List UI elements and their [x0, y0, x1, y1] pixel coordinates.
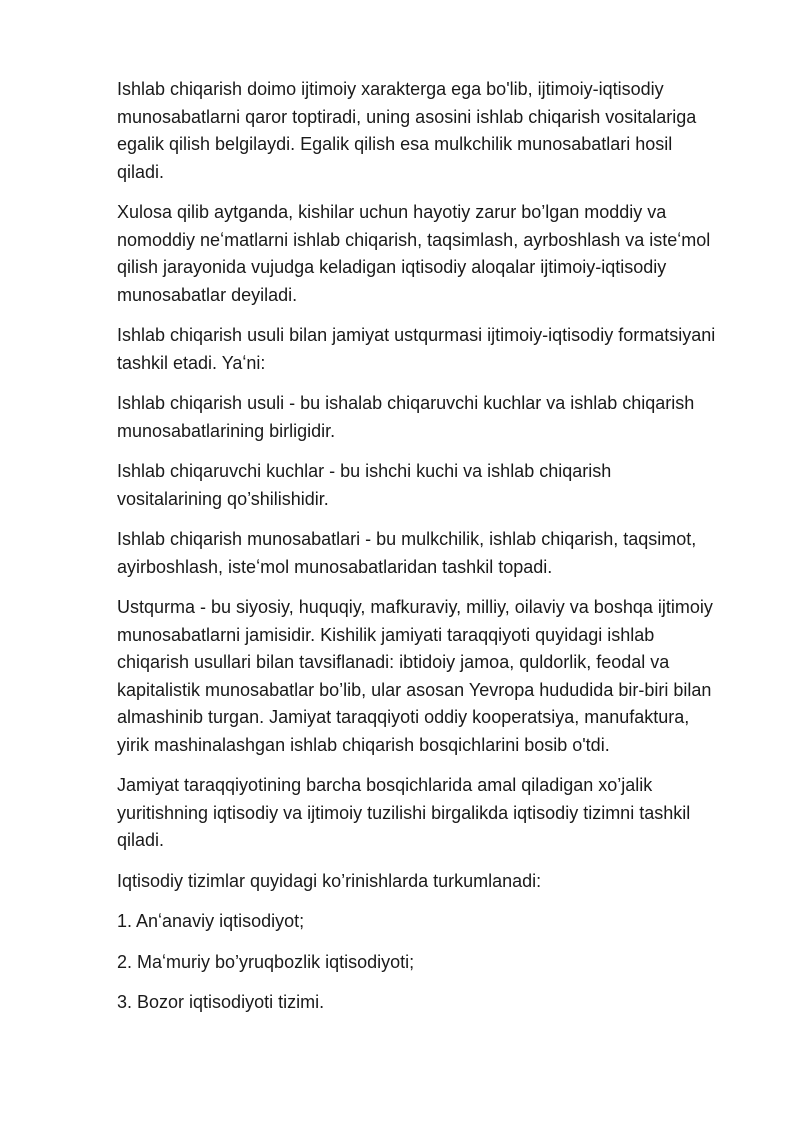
- paragraph-production-method: Ishlab chiqarish usuli - bu ishalab chiqaruvchi kuchlar va ishlab chiqarish munosabatlarining birligidir.: [117, 393, 695, 441]
- list-item-traditional-economy: 1. Anʻanaviy iqtisodiyot;: [117, 911, 305, 931]
- list-item-command-economy: 2. Maʻmuriy bo’yruqbozlik iqtisodiyoti;: [117, 951, 415, 972]
- list-item-market-economy: 3. Bozor iqtisodiyoti tizimi.: [117, 992, 325, 1012]
- paragraph-production-relations: Ishlab chiqarish munosabatlari - bu mulkchilik, ishlab chiqarish, taqsimot, ayirboshlash, isteʻmol munosabatlaridan tashkil topadi.: [117, 529, 697, 577]
- paragraph-formation: Ishlab chiqarish usuli bilan jamiyat ustqurmasi ijtimoiy-iqtisodiy formatsiyani tashkil etadi. Yaʻni:: [117, 325, 716, 373]
- paragraph-system-types-intro: Iqtisodiy tizimlar quyidagi ko’rinishlarda turkumlanadi:: [117, 870, 542, 891]
- paragraph-superstructure: Ustqurma - bu siyosiy, huquqiy, mafkuraviy, milliy, oilaviy va boshqa ijtimoiy munosabatlarni jamisidir. Kishilik jamiyati taraqqiyoti quyidagi ishlab chiqarish usullari bilan tavsiflanadi: ibtidoiy jamoa, quldorlik, feodal va kapitalistik munosabatlar bo’lib, ular asosan Yevropa hududida bir-biri bilan almashinib turgan. Jamiyat taraqqiyoti oddiy kooperatsiya, manufaktura, yirik mashinalashgan ishlab chiqarish bosqichlarini bosib o'tdi.: [117, 597, 713, 755]
- paragraph-productive-forces: Ishlab chiqaruvchi kuchlar - bu ishchi kuchi va ishlab chiqarish vositalarining qo’shilishidir.: [117, 461, 612, 509]
- document-body: [117, 76, 717, 1030]
- paragraph-conclusion: Xulosa qilib aytganda, kishilar uchun hayotiy zarur bo’lgan moddiy va nomoddiy neʻmatlarni ishlab chiqarish, taqsimlash, ayrboshlash va isteʻmol qilish jarayonida vujudga keladigan iqtisodiy aloqalar ijtimoiy-iqtisodiy munosabatlar deyiladi.: [117, 202, 711, 305]
- paragraph-economic-system: Jamiyat taraqqiyotining barcha bosqichlarida amal qiladigan xo’jalik yuritishning iqtisodiy va ijtimoiy tuzilishi birgalikda iqtisodiy tizimni tashkil qiladi.: [117, 775, 691, 850]
- paragraph-social-production: Ishlab chiqarish doimo ijtimoiy xarakterga ega bo'lib, ijtimoiy-iqtisodiy munosabatlarni qaror toptiradi, uning asosini ishlab chiqarish vositalariga egalik qilish belgilaydi. Egalik qilish esa mulkchilik munosabatlari hosil qiladi.: [117, 79, 697, 182]
